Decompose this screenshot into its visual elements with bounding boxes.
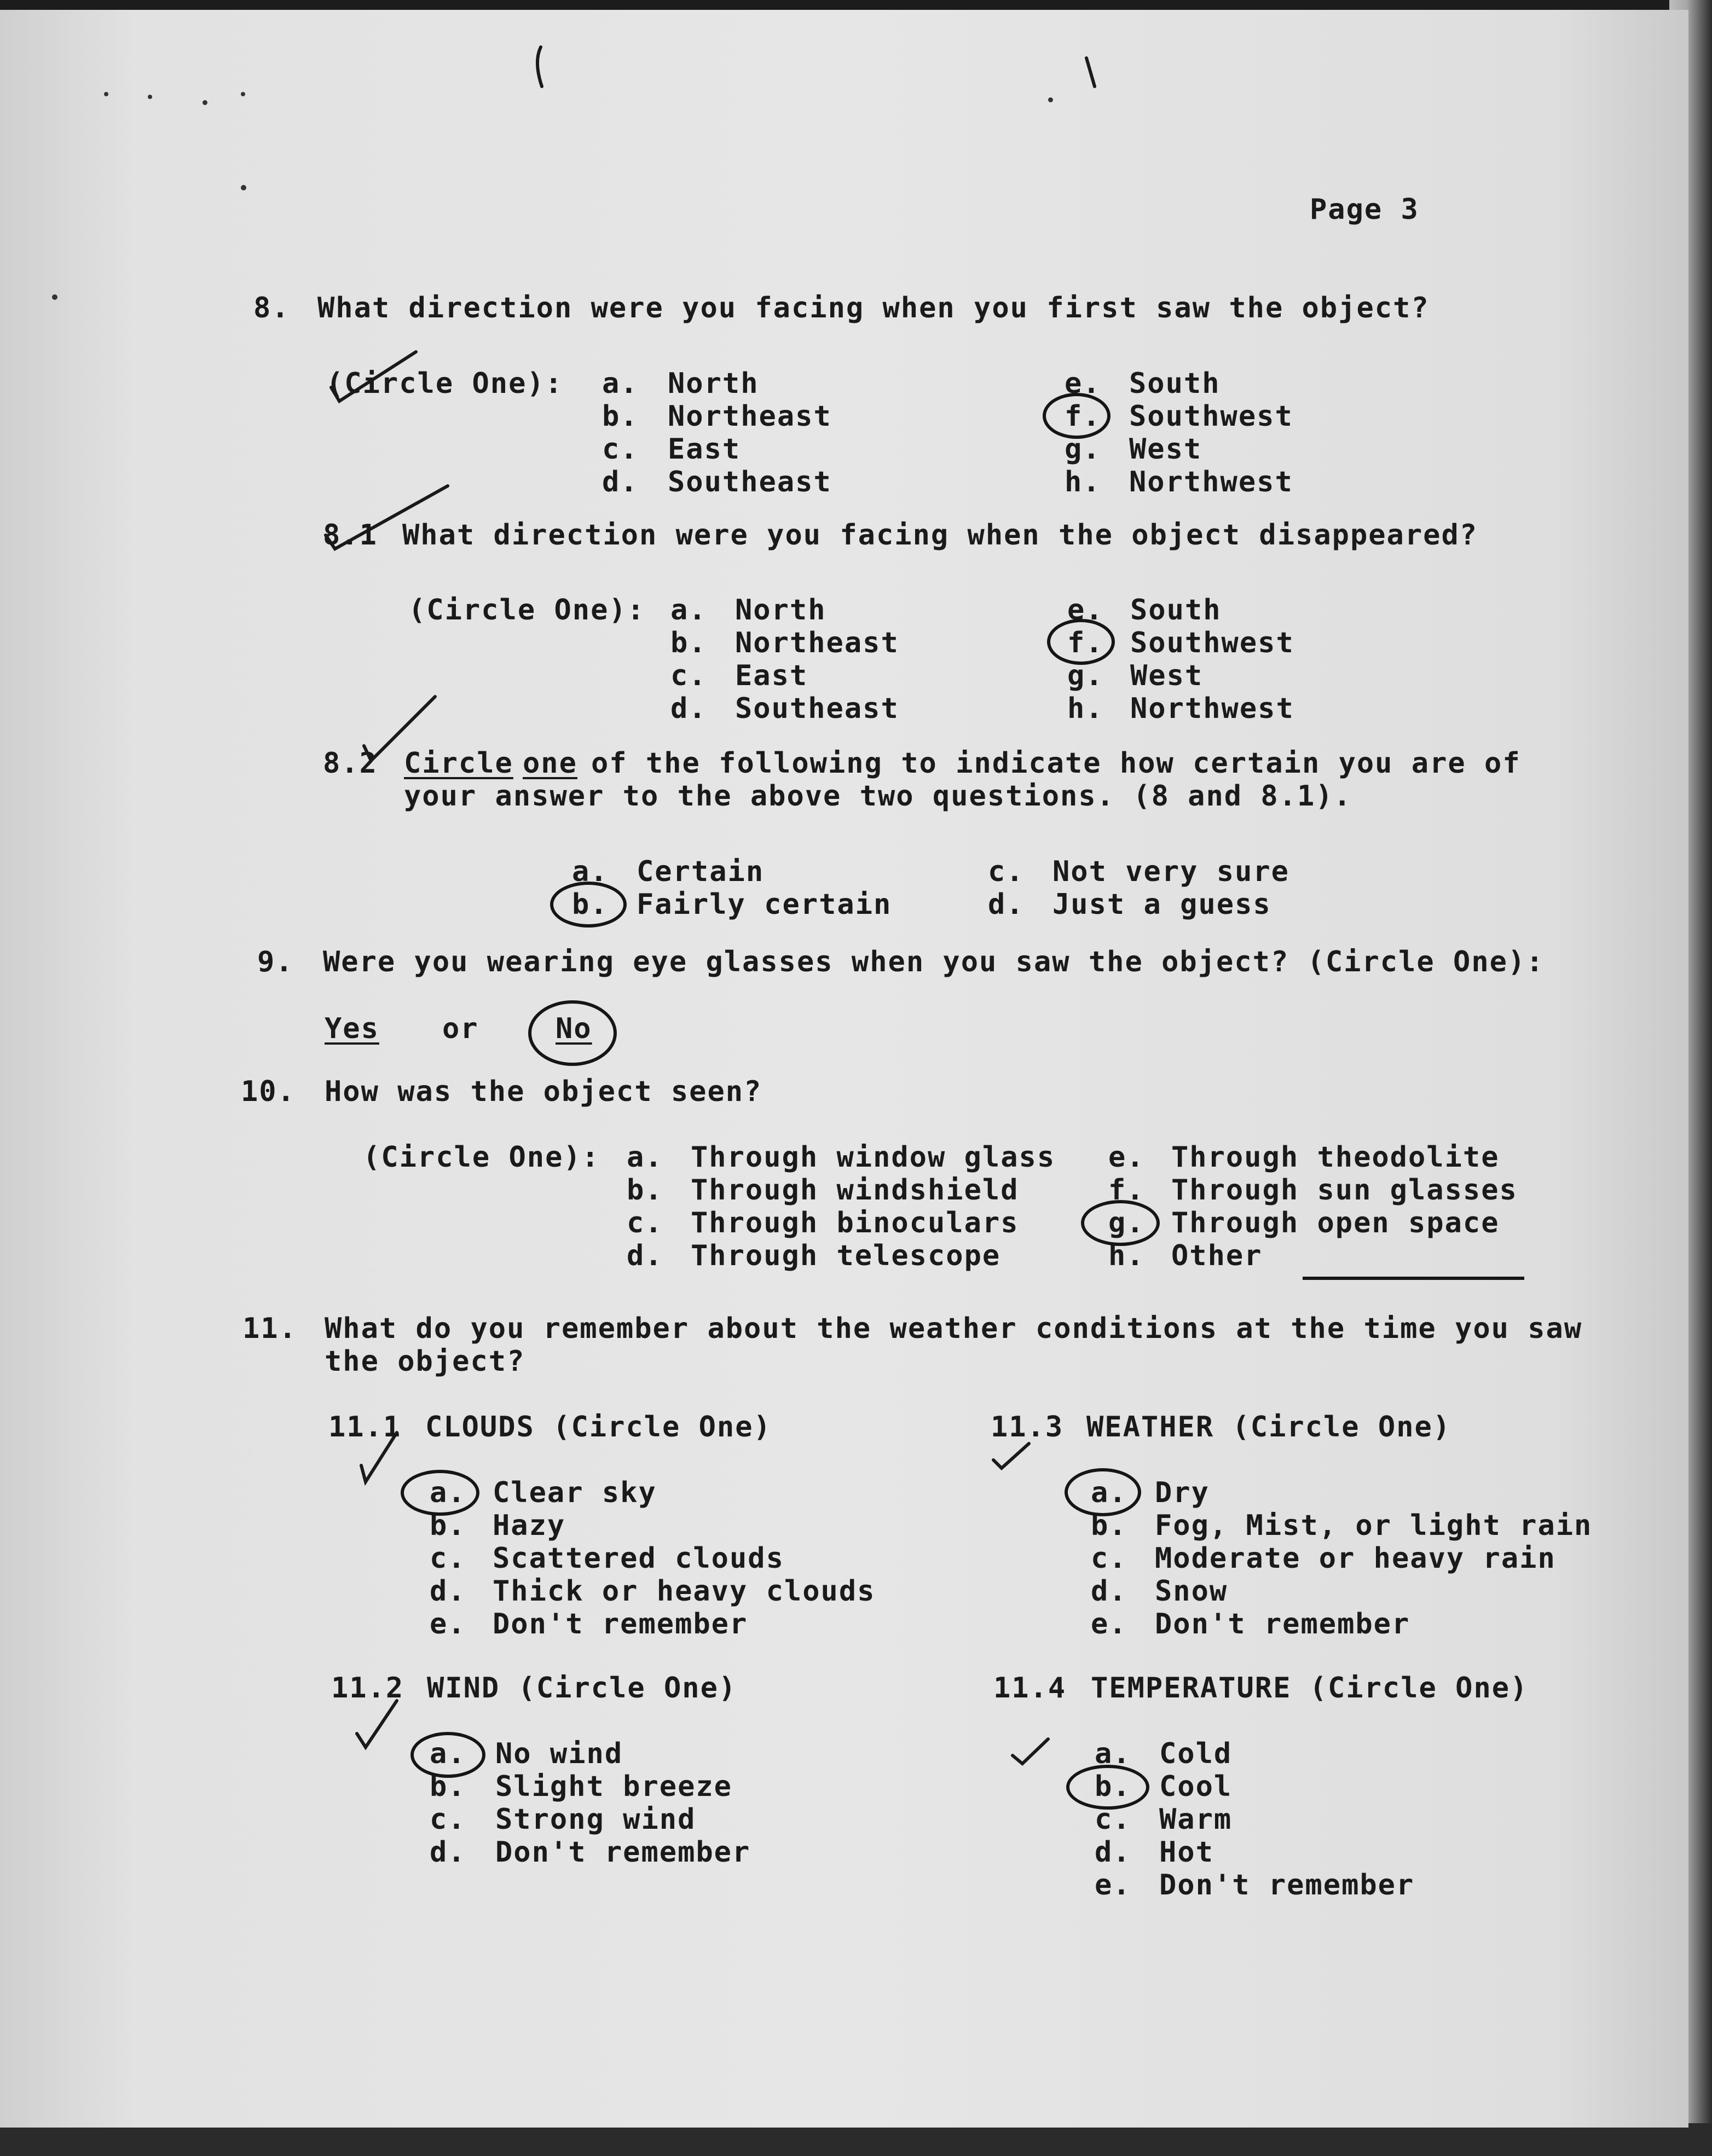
q8-1-option-label[interactable]: West <box>1130 659 1204 692</box>
q11-1-option-label[interactable]: Thick or heavy clouds <box>493 1575 876 1608</box>
q11-3-option-letter[interactable]: e. <box>1091 1608 1127 1641</box>
q10-option-label[interactable]: Through theodolite <box>1171 1141 1500 1174</box>
q8-1-option-letter[interactable]: b. <box>670 627 707 659</box>
q8-option-letter[interactable]: a. <box>602 367 639 400</box>
q8-1-option-letter[interactable]: e. <box>1067 594 1104 627</box>
q8-1-number: 8.1 <box>323 519 378 552</box>
q11-1-check-mark <box>361 1433 397 1482</box>
page-number: Page 3 <box>1310 193 1419 226</box>
q11-1-option-label[interactable]: Don't remember <box>493 1608 748 1641</box>
q10-option-label[interactable]: Other <box>1171 1239 1263 1272</box>
q8-2-lead-circle: Circle <box>404 747 513 780</box>
q11-1-option-label[interactable]: Clear sky <box>493 1476 657 1509</box>
q8-1-option-label[interactable]: Northeast <box>735 627 899 659</box>
q11-4-option-letter[interactable]: a. <box>1095 1737 1131 1770</box>
q8-1-option-letter[interactable]: g. <box>1067 659 1104 692</box>
q11-2-option-letter[interactable]: a. <box>430 1737 466 1770</box>
q8-2-option-letter[interactable]: b. <box>572 888 609 921</box>
q11-2-number: 11.2 <box>331 1672 404 1705</box>
q8-2-option-letter[interactable]: c. <box>988 855 1025 888</box>
q8-1-text: What direction were you facing when the object disappeared? <box>402 519 1478 552</box>
q11-4-option-label[interactable]: Cool <box>1159 1770 1233 1803</box>
q11-3-option-letter[interactable]: a. <box>1091 1476 1127 1509</box>
q8-number: 8. <box>253 292 290 324</box>
q11-3-option-label[interactable]: Dry <box>1155 1476 1210 1509</box>
q11-text-line1: What do you remember about the weather conditions at the time you saw <box>325 1312 1583 1345</box>
q8-1-option-letter[interactable]: h. <box>1067 692 1104 725</box>
q8-2-number: 8.2 <box>323 747 378 780</box>
q10-option-letter[interactable]: e. <box>1108 1141 1145 1174</box>
q8-2-text-line1: of the following to indicate how certain you are of <box>591 747 1521 780</box>
q8-option-label[interactable]: Northeast <box>668 400 832 433</box>
q8-1-option-label[interactable]: Southwest <box>1130 627 1294 659</box>
q11-2-option-letter[interactable]: b. <box>430 1770 466 1803</box>
q8-2-option-letter[interactable]: a. <box>572 855 609 888</box>
q11-4-check-mark <box>1013 1739 1048 1764</box>
q11-1-number: 11.1 <box>328 1411 402 1444</box>
questionnaire-page <box>0 10 1688 2128</box>
q8-option-label[interactable]: North <box>668 367 759 400</box>
q9-yes-option[interactable]: Yes <box>325 1012 379 1045</box>
q10-option-label[interactable]: Through windshield <box>691 1174 1019 1207</box>
q8-2-option-label[interactable]: Certain <box>637 855 765 888</box>
q10-option-label[interactable]: Through open space <box>1171 1207 1500 1239</box>
stray-pen-mark <box>537 47 542 86</box>
scan-edge-bottom <box>0 2123 1712 2156</box>
q11-4-option-letter[interactable]: e. <box>1095 1869 1131 1902</box>
q10-option-letter[interactable]: c. <box>627 1207 663 1239</box>
q8-1-option-label[interactable]: North <box>735 594 826 627</box>
q11-2-check-mark <box>357 1701 397 1747</box>
q9-no-option[interactable]: No <box>556 1012 592 1045</box>
q9-text: Were you wearing eye glasses when you saw the object? (Circle One): <box>323 946 1545 978</box>
q8-check-mark <box>331 352 416 401</box>
q11-2-option-letter[interactable]: c. <box>430 1803 466 1836</box>
q8-1-instruction: (Circle One): <box>408 594 645 627</box>
q11-1-title: CLOUDS (Circle One) <box>425 1411 772 1444</box>
q11-4-option-label[interactable]: Hot <box>1159 1836 1214 1869</box>
q8-1-option-label[interactable]: East <box>735 659 808 692</box>
q10-number: 10. <box>241 1075 296 1108</box>
q8-option-letter[interactable]: c. <box>602 433 639 466</box>
q8-option-label[interactable]: Northwest <box>1129 466 1293 499</box>
q8-option-letter[interactable]: g. <box>1065 433 1101 466</box>
q8-1-option-label[interactable]: Southeast <box>735 692 899 725</box>
q8-option-letter[interactable]: f. <box>1065 400 1101 433</box>
q11-4-option-letter[interactable]: d. <box>1095 1836 1131 1869</box>
q8-1-option-letter[interactable]: a. <box>670 594 707 627</box>
q8-1-option-letter[interactable]: d. <box>670 692 707 725</box>
q8-1-option-letter[interactable]: c. <box>670 659 707 692</box>
q8-2-option-label[interactable]: Not very sure <box>1052 855 1289 888</box>
q11-1-option-letter[interactable]: c. <box>430 1542 466 1575</box>
q10-option-letter[interactable]: a. <box>627 1141 663 1174</box>
q11-3-option-label[interactable]: Fog, Mist, or light rain <box>1155 1509 1593 1542</box>
q11-1-option-letter[interactable]: d. <box>430 1575 466 1608</box>
q8-option-letter[interactable]: h. <box>1065 466 1101 499</box>
q8-2-option-label[interactable]: Fairly certain <box>637 888 892 921</box>
q8-option-label[interactable]: Southwest <box>1129 400 1293 433</box>
q11-3-number: 11.3 <box>991 1411 1064 1444</box>
q8-2-check-mark <box>364 697 435 761</box>
q11-4-option-letter[interactable]: c. <box>1095 1803 1131 1836</box>
q8-1-option-label[interactable]: Northwest <box>1130 692 1294 725</box>
q8-2-option-label[interactable]: Just a guess <box>1052 888 1271 921</box>
q11-3-option-label[interactable]: Snow <box>1155 1575 1228 1608</box>
q11-2-option-label[interactable]: Slight breeze <box>495 1770 732 1803</box>
q8-option-letter[interactable]: e. <box>1065 367 1101 400</box>
q11-3-title: WEATHER (Circle One) <box>1086 1411 1451 1444</box>
q10-option-letter[interactable]: g. <box>1108 1207 1145 1239</box>
q11-1-option-letter[interactable]: b. <box>430 1509 466 1542</box>
q11-number: 11. <box>242 1312 297 1345</box>
q10-option-letter[interactable]: h. <box>1108 1239 1145 1272</box>
q11-3-check-mark <box>993 1444 1029 1468</box>
q11-4-number: 11.4 <box>993 1672 1067 1705</box>
q8-1-check-mark <box>326 486 448 549</box>
q10-option-letter[interactable]: f. <box>1108 1174 1145 1207</box>
q11-1-option-letter[interactable]: a. <box>430 1476 466 1509</box>
q11-3-option-letter[interactable]: c. <box>1091 1542 1127 1575</box>
q10-text: How was the object seen? <box>325 1075 762 1108</box>
q11-4-option-label[interactable]: Warm <box>1159 1803 1233 1836</box>
q9-or: or <box>442 1012 479 1045</box>
q10-option-label[interactable]: Through window glass <box>691 1141 1056 1174</box>
q11-2-option-label[interactable]: Strong wind <box>495 1803 696 1836</box>
q8-option-label[interactable]: West <box>1129 433 1202 466</box>
q11-3-option-label[interactable]: Moderate or heavy rain <box>1155 1542 1556 1575</box>
q11-3-option-letter[interactable]: d. <box>1091 1575 1127 1608</box>
q8-option-label[interactable]: East <box>668 433 741 466</box>
q9-number: 9. <box>257 946 294 978</box>
q10-instruction: (Circle One): <box>363 1141 600 1174</box>
q10-option-letter[interactable]: d. <box>627 1239 663 1272</box>
q8-option-label[interactable]: Southeast <box>668 466 832 499</box>
q8-option-letter[interactable]: b. <box>602 400 639 433</box>
q11-2-title: WIND (Circle One) <box>427 1672 737 1705</box>
q8-2-option-letter[interactable]: d. <box>988 888 1025 921</box>
q11-3-option-label[interactable]: Don't remember <box>1155 1608 1410 1641</box>
q10-option-label[interactable]: Through binoculars <box>691 1207 1019 1239</box>
q11-1-option-label[interactable]: Hazy <box>493 1509 566 1542</box>
q11-2-option-label[interactable]: No wind <box>495 1737 623 1770</box>
q8-text: What direction were you facing when you first saw the object? <box>317 292 1430 324</box>
q11-4-title: TEMPERATURE (Circle One) <box>1091 1672 1529 1705</box>
q10-option-label[interactable]: Through sun glasses <box>1171 1174 1518 1207</box>
q11-3-option-letter[interactable]: b. <box>1091 1509 1127 1542</box>
q8-2-lead-one: one <box>523 747 577 780</box>
q11-4-option-letter[interactable]: b. <box>1095 1770 1131 1803</box>
q11-4-option-label[interactable]: Don't remember <box>1159 1869 1415 1902</box>
stray-pen-mark <box>1086 58 1095 86</box>
q8-2-text-line2: your answer to the above two questions. (8 and 8.1). <box>404 780 1352 813</box>
q8-instruction: (Circle One): <box>326 367 563 400</box>
q11-1-option-label[interactable]: Scattered clouds <box>493 1542 784 1575</box>
q8-1-option-label[interactable]: South <box>1130 594 1222 627</box>
handwritten-marks <box>0 10 1688 2128</box>
q10-option-label[interactable]: Through telescope <box>691 1239 1001 1272</box>
q11-4-option-label[interactable]: Cold <box>1159 1737 1233 1770</box>
q10-option-letter[interactable]: b. <box>627 1174 663 1207</box>
q11-1-option-letter[interactable]: e. <box>430 1608 466 1641</box>
q8-option-label[interactable]: South <box>1129 367 1221 400</box>
q8-1-option-letter[interactable]: f. <box>1067 627 1104 659</box>
q11-text-line2: the object? <box>325 1345 525 1378</box>
q8-option-letter[interactable]: d. <box>602 466 639 499</box>
q11-2-option-letter[interactable]: d. <box>430 1836 466 1869</box>
q11-2-option-label[interactable]: Don't remember <box>495 1836 751 1869</box>
